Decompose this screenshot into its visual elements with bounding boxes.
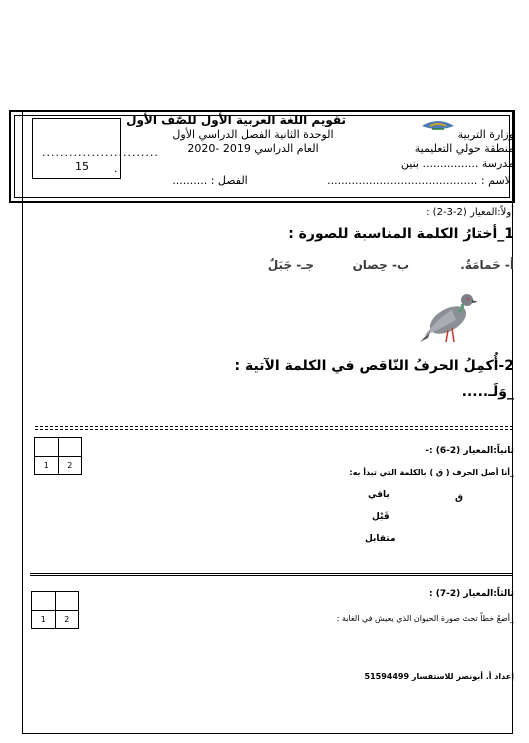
year-line: العام الدراسي 2019 -2020 — [187, 142, 319, 155]
class-line: الفصل : .......... — [172, 174, 248, 187]
ministry-text: وزارة التربية — [457, 128, 514, 141]
section3-instruction: _أضعُ خطاً تحتَ صورة الحيوان الذي يعيش في الغابة : — [336, 614, 514, 623]
question2-answer-line: _وَلَـ..... — [461, 384, 514, 400]
letter-qaf: ق — [455, 493, 464, 503]
section1-heading: أولاً:المعيار (2-3-2) : — [426, 207, 514, 218]
name-line: الاسم : ........................................... — [327, 174, 514, 187]
grid-cell-1: 1 — [35, 456, 58, 475]
footer-credit: إعداد أ. أبونصر للاستفسار 51594499 — [364, 672, 514, 681]
section3-heading: ثالثاً:المعيار (2-7) : — [429, 589, 514, 599]
district-line: منطقة حولي التعليمية — [414, 142, 514, 155]
question2: 2-أُكمِلُ الحرفُ النّاقص في الكلمة الآتية : — [234, 358, 514, 374]
grid-cell-2: 2 — [56, 610, 79, 629]
unit-line: الوحدة الثانية الفصل الدراسي الأول — [172, 128, 334, 141]
question1: 1_أختارُ الكلمة المناسبة للصورة : — [288, 226, 514, 242]
pigeon-image — [418, 288, 480, 348]
section2-instruction: _أنا أصل الحرف ( ق ) بالكلمة التي تبدأ به: — [349, 468, 514, 477]
option-a: أ- حَمامَةٌ. — [460, 258, 514, 272]
grid-cell-2: 2 — [59, 456, 82, 475]
section2-heading: ثانياً:المعيار (2-6) :- — [425, 446, 514, 456]
option-c: جـ- جَبَلٌ — [267, 258, 314, 272]
page-frame — [22, 110, 513, 734]
word-3: متقابل — [365, 534, 396, 544]
section-divider — [30, 573, 513, 576]
score-dots: .......................... — [42, 146, 159, 159]
score-total: 15 — [75, 160, 89, 173]
word-1: باقي — [368, 490, 390, 500]
grid-cell-1: 1 — [32, 610, 55, 629]
word-2: قَبْل — [372, 512, 390, 522]
section2-grade-grid — [34, 437, 82, 475]
ministry-emblem-icon — [420, 120, 456, 134]
page-title: تقويم اللغة العربية الأول للصّف الأول — [126, 113, 346, 127]
section3-grade-grid — [31, 591, 79, 629]
double-separator — [35, 426, 513, 430]
score-dot: . — [114, 162, 118, 175]
school-line: مدرسة ................ بنين — [400, 157, 514, 170]
option-b: ب- حِصان — [352, 258, 409, 272]
